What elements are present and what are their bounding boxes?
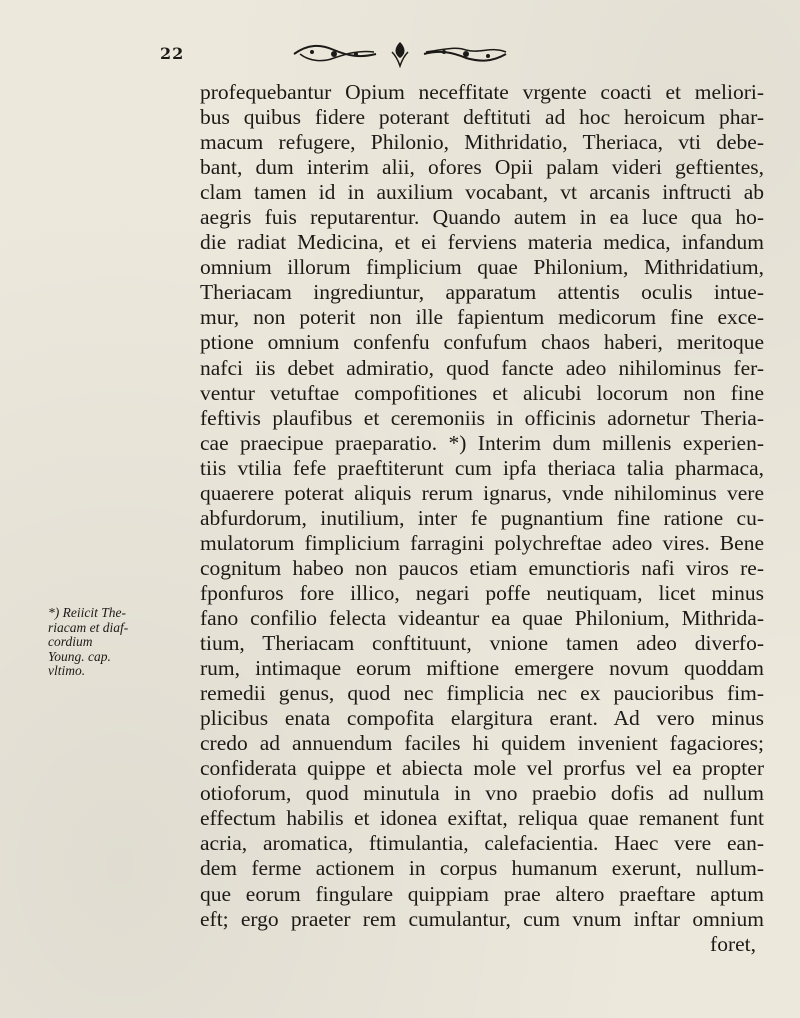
catchword: foret, [710, 931, 756, 956]
margin-note-line: vltimo. [48, 663, 86, 678]
margin-note-line: riacam et diaf- [48, 619, 129, 635]
text-line: abfurdorum, inutilium, inter fe pugnantium fine ratione cu- [200, 505, 764, 530]
text-line: que eorum fingulare quippiam prae altero praeftare aptum [200, 881, 764, 906]
text-line: otioforum, quod minutula in vno praebio dofis ad nullum [200, 781, 764, 806]
text-line: fano confilio felecta videantur ea quae Philonium, Mithrida- [200, 605, 764, 630]
text-line: aegris fuis reputarentur. Quando autem in ea luce qua ho- [200, 205, 764, 230]
text-line: plicibus enata compofita elargitura erant. Ad vero minus [200, 706, 764, 731]
text-line: remedii genus, quod nec fimplicia nec ex paucioribus fim- [200, 681, 764, 706]
text-line: quaerere poterat aliquis rerum ignarus, vnde nihilominus vere [200, 480, 764, 505]
text-line: tiis vtilia fefe praeftiterunt cum ipfa theriaca talia pharmaca, [200, 455, 764, 480]
floral-ornament-icon [420, 40, 510, 68]
text-line: omnium illorum fimplicium quae Philonium, Mithridatium, [200, 255, 764, 280]
text-line: rum, intimaque eorum miftione emergere novum quoddam [200, 656, 764, 681]
text-line: ventur vetuftae compofitiones et alicubi locorum non fine [200, 380, 764, 405]
margin-note-line: cordium [48, 634, 93, 649]
text-line: cognitum habeo non paucos etiam emunctioris nafi viros re- [200, 555, 764, 580]
text-line: die radiat Medicina, et ei ferviens materia medica, infandum [200, 230, 764, 255]
text-line: profequebantur Opium neceffitate vrgente coacti et meliori- [200, 80, 764, 104]
text-line: dem ferme actionem in corpus humanum exerunt, nullum- [200, 856, 764, 881]
text-line: nafci iis debet admiratio, quod fancte adeo nihilominus fer- [200, 355, 764, 380]
page-number: 22 [160, 44, 185, 63]
text-line: credo ad annuendum faciles hi quidem invenient fagaciores; [200, 731, 764, 756]
margin-note [48, 606, 198, 679]
fleuron-icon [388, 40, 412, 68]
text-line: tium, Theriacam conftituunt, vnione tamen adeo diverfo- [200, 631, 764, 656]
text-line: mur, non poterit non ille fapientum medicorum fine exce- [200, 305, 764, 330]
text-line: macum refugere, Philonio, Mithridatio, Theriaca, vti debe- [200, 130, 764, 155]
text-line: mulatorum fimplicium farragini polychreftae adeo vires. Bene [200, 530, 764, 555]
text-line: ptione omnium confenfu confufum chaos haberi, meritoque [200, 330, 764, 355]
text-line: fponfuros fore illico, negari poffe neutiquam, licet minus [200, 580, 764, 605]
margin-note-line: *) Reiicit The- [48, 605, 126, 620]
text-line: acria, aromatica, ftimulantia, calefacientia. Haec vere ean- [200, 831, 764, 856]
text-line: bus quibus fidere poterant deftituti ad hoc heroicum phar- [200, 105, 764, 130]
margin-note-line: Young. cap. [48, 648, 111, 664]
floral-ornament-icon [290, 40, 380, 68]
main-text-block [200, 80, 764, 957]
text-line: clam tamen id in auxilium vocabant, vt arcanis inftructi ab [200, 180, 764, 205]
text-line: Theriacam ingrediuntur, apparatum attentis oculis intue- [200, 280, 764, 305]
text-line: eft; ergo praeter rem cumulantur, cum vnum inftar omnium [200, 906, 764, 931]
text-line: cae praecipue praeparatio. *) Interim dum millenis experien- [200, 430, 764, 455]
text-line: effectum habilis et idonea exiftat, reliqua quae remanent funt [200, 806, 764, 831]
text-line: bant, dum interim alii, ofores Opii palam videri geftientes, [200, 155, 764, 180]
text-line: confiderata quippe et abiecta mole vel prorfus vel ea propter [200, 756, 764, 781]
text-line: feftivis plaufibus et ceremoniis in officinis adornetur Theria- [200, 405, 764, 430]
